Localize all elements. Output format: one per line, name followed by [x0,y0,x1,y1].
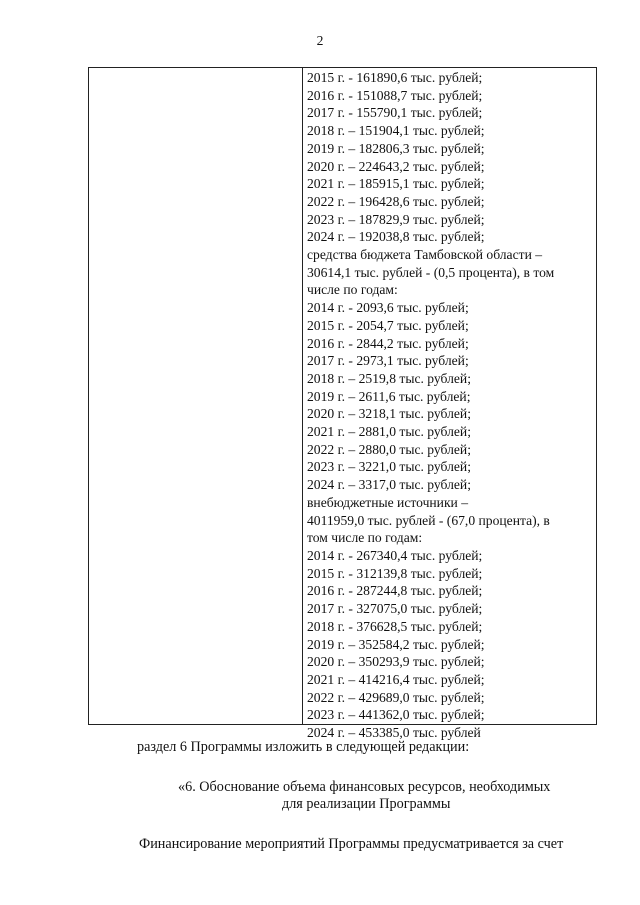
table-line: 2018 г. – 2519,8 тыс. рублей; [307,370,471,386]
body-paragraph: Финансирование мероприятий Программы предусматривается за счет [139,836,564,852]
table-line: 2018 г. – 151904,1 тыс. рублей; [307,123,485,139]
table-line: 2021 г. – 2881,0 тыс. рублей; [307,424,471,440]
table-line: 2016 г. - 151088,7 тыс. рублей; [307,87,483,103]
table-right-cell [307,69,593,742]
table-line: 2017 г. - 327075,0 тыс. рублей; [307,601,483,617]
table-line: 2015 г. - 161890,6 тыс. рублей; [307,70,483,85]
table-line: 2016 г. - 2844,2 тыс. рублей; [307,335,469,351]
table-line: числе по годам: [307,282,398,298]
table-line: 2024 г. – 192038,8 тыс. рублей; [307,229,485,245]
table-line: 2022 г. – 196428,6 тыс. рублей; [307,193,485,209]
table-line: том числе по годам: [307,530,423,546]
table-line: 2019 г. – 182806,3 тыс. рублей; [307,140,485,156]
table-line: 2023 г. – 187829,9 тыс. рублей; [307,211,485,227]
table-line: средства бюджета Тамбовской области – [307,247,543,263]
table-line: 2019 г. – 2611,6 тыс. рублей; [307,388,471,404]
table-line: 2016 г. - 287244,8 тыс. рублей; [307,583,483,599]
table-line: 2019 г. – 352584,2 тыс. рублей; [307,636,485,652]
table-line: 2014 г. - 2093,6 тыс. рублей; [307,300,469,316]
section-heading-line-1: «6. Обоснование объема финансовых ресурсов, необходимых [178,779,551,795]
table-line: 2014 г. - 267340,4 тыс. рублей; [307,547,483,563]
table-line: 2022 г. – 2880,0 тыс. рублей; [307,441,471,457]
table-line: 2020 г. – 350293,9 тыс. рублей; [307,654,485,670]
table-line: 2021 г. – 414216,4 тыс. рублей; [307,671,485,687]
table-line: 2020 г. – 224643,2 тыс. рублей; [307,158,485,174]
table-line: 2018 г. - 376628,5 тыс. рублей; [307,618,483,634]
table-line: внебюджетные источники – [307,494,469,510]
table-line: 2024 г. – 3317,0 тыс. рублей; [307,477,471,493]
table-line: 2021 г. – 185915,1 тыс. рублей; [307,176,485,192]
table-line: 4011959,0 тыс. рублей - (67,0 процента), в [307,512,550,528]
table-line: 2020 г. – 3218,1 тыс. рублей; [307,406,471,422]
table-line: 2017 г. - 2973,1 тыс. рублей; [307,353,469,369]
page-number: 2 [316,33,324,48]
table-line: 2015 г. - 312139,8 тыс. рублей; [307,565,483,581]
budget-table [88,67,597,741]
table-column-divider [302,68,303,724]
table-line: 2023 г. – 3221,0 тыс. рублей; [307,459,471,475]
table-line: 2017 г. - 155790,1 тыс. рублей; [307,105,483,121]
section-instruction: раздел 6 Программы изложить в следующей редакции: [137,739,470,755]
table-line: 2022 г. – 429689,0 тыс. рублей; [307,689,485,705]
table-line: 2024 г. – 453385,0 тыс. рублей [307,725,481,741]
table-line: 2015 г. - 2054,7 тыс. рублей; [307,317,469,333]
table-line: 30614,1 тыс. рублей - (0,5 процента), в том [307,264,555,280]
table-line: 2023 г. – 441362,0 тыс. рублей; [307,707,485,723]
section-heading-line-2: для реализации Программы [282,796,451,812]
